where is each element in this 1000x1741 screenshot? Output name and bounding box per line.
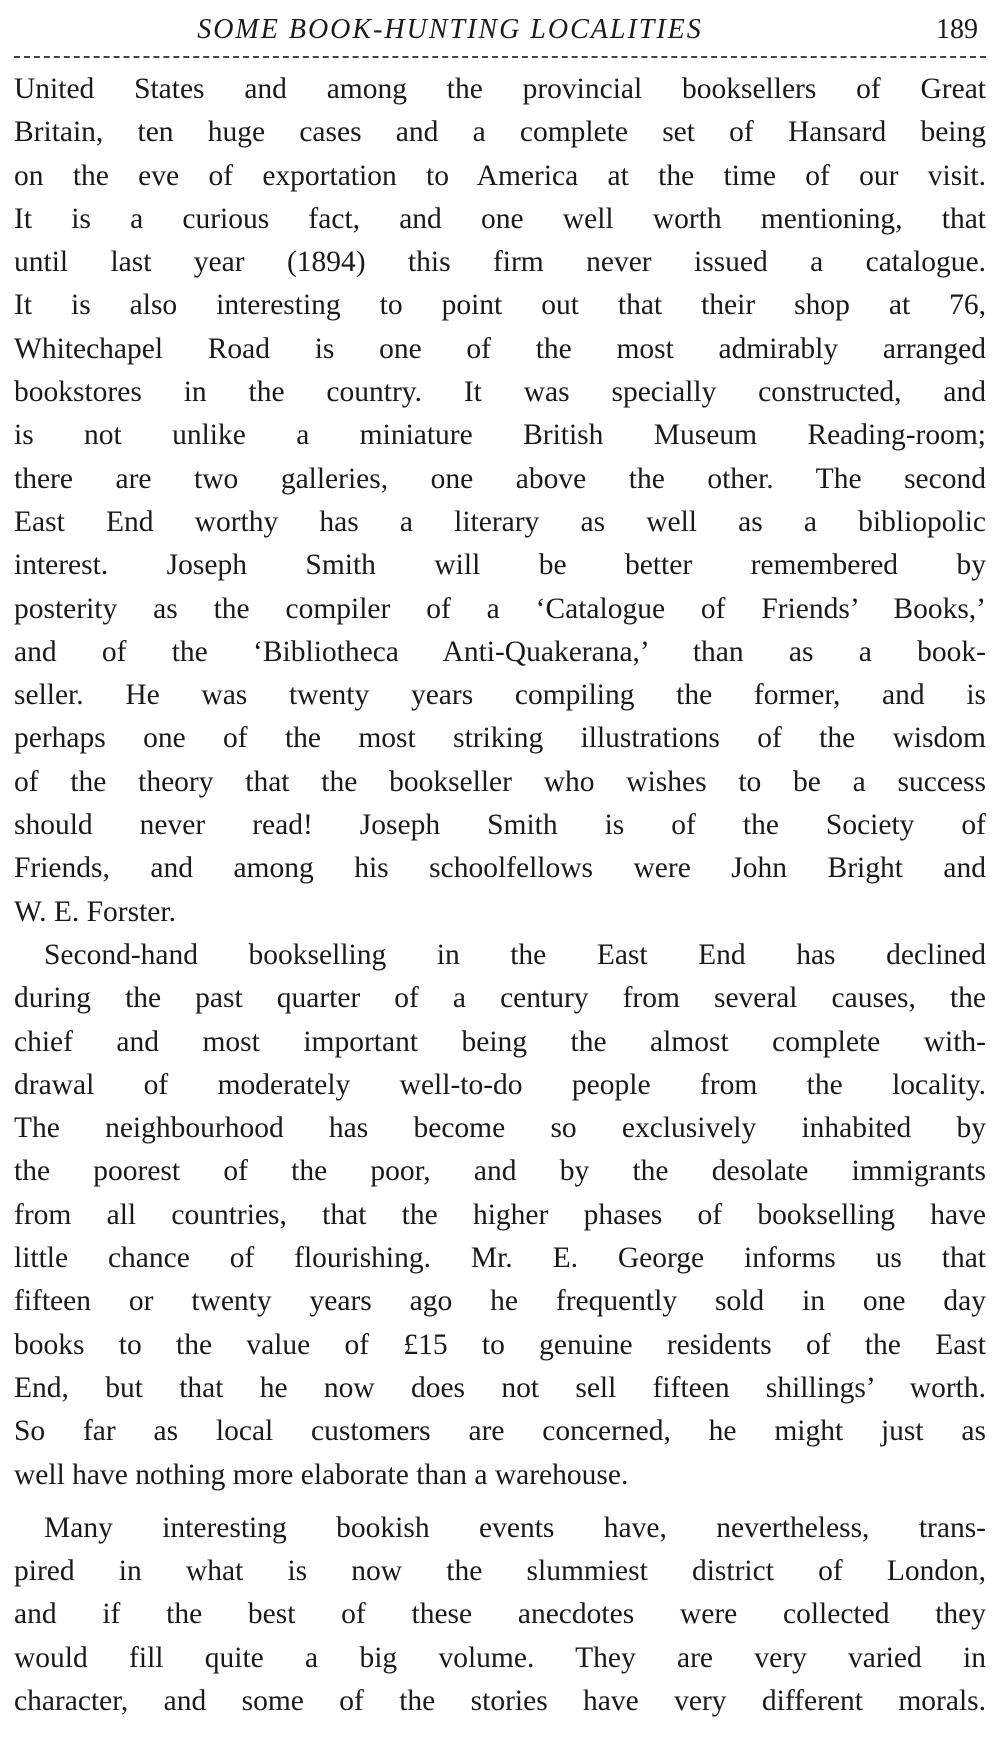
text-line: should never read! Joseph Smith is of the Society of [14,809,986,842]
text-line: the poorest of the poor, and by the desolate immigrants [14,1155,986,1188]
text-line: until last year (1894) this firm never issued a catalogue. [14,246,986,279]
page-number: 189 [936,14,978,45]
text-line: So far as local customers are concerned, he might just as [14,1415,986,1448]
text-line: is not unlike a miniature British Museum Reading-room; [14,419,986,452]
text-line: Whitechapel Road is one of the most admirably arranged [14,332,986,365]
paragraph-2 [14,934,986,1497]
text-line: Many interesting bookish events have, nevertheless, trans- [44,1511,986,1544]
text-line: drawal of moderately well-to-do people from the locality. [14,1068,986,1101]
text-line: fifteen or twenty years ago he frequently sold in one day [14,1285,986,1318]
running-title: SOME BOOK-HUNTING LOCALITIES [197,14,703,45]
paragraph-1 [14,68,986,934]
text-line: would fill quite a big volume. They are very varied in [14,1641,986,1674]
text-line: pired in what is now the slummiest district of London, [14,1555,986,1588]
text-line: It is also interesting to point out that their shop at 76, [14,289,986,322]
text-line: Britain, ten huge cases and a complete set of Hansard being [14,116,986,149]
text-line: posterity as the compiler of a ‘Catalogue of Friends’ Books,’ [14,592,986,625]
text-line: there are two galleries, one above the other. The second [14,462,986,495]
text-line: character, and some of the stories have very different morals. [14,1684,986,1717]
text-line: United States and among the provincial booksellers of Great [14,73,986,105]
text-line: during the past quarter of a century from several causes, the [14,982,986,1015]
text-line: W. E. Forster. [14,895,176,928]
text-line: End, but that he now does not sell fifteen shillings’ worth. [14,1371,986,1404]
text-line: chief and most important being the almost complete with- [14,1025,986,1058]
body-text [14,68,986,1723]
text-line: of the theory that the bookseller who wishes to be a success [14,765,986,798]
text-line: The neighbourhood has become so exclusively inhabited by [14,1112,986,1145]
text-line: seller. He was twenty years compiling the former, and is [14,679,986,712]
text-line: East End worthy has a literary as well as a bibliopolic [14,505,986,538]
header-rule [14,56,986,58]
text-line: bookstores in the country. It was specially constructed, and [14,376,986,409]
paragraph-gap [14,1497,986,1507]
paragraph-3 [14,1507,986,1723]
text-line: little chance of flourishing. Mr. E. George informs us that [14,1242,986,1275]
text-line: books to the value of £15 to genuine residents of the East [14,1328,986,1361]
text-line: well have nothing more elaborate than a warehouse. [14,1458,629,1491]
text-line: Second-hand bookselling in the East End has declined [44,938,986,971]
text-line: from all countries, that the higher phases of bookselling have [14,1198,986,1231]
text-line: interest. Joseph Smith will be better remembered by [14,549,986,582]
text-line: and if the best of these anecdotes were collected they [14,1598,986,1631]
running-head [14,10,986,50]
text-line: on the eve of exportation to America at the time of our visit. [14,159,986,192]
text-line: and of the ‘Bibliotheca Anti-Quakerana,’ than as a book- [14,635,986,668]
text-line: Friends, and among his schoolfellows were John Bright and [14,852,986,885]
text-line: It is a curious fact, and one well worth mentioning, that [14,202,986,235]
text-line: perhaps one of the most striking illustrations of the wisdom [14,722,986,755]
